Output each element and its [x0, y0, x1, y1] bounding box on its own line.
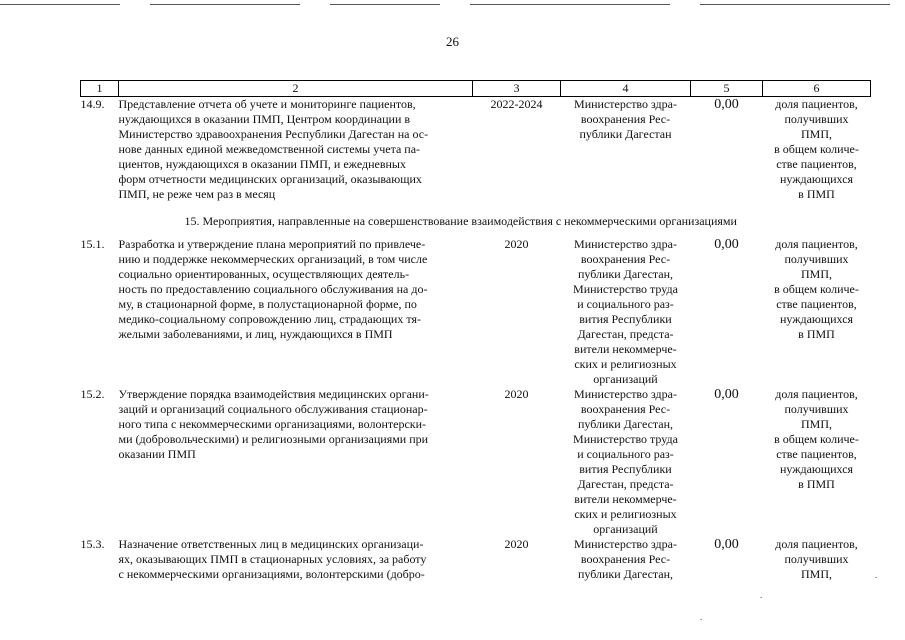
text-line: нове данных единой межведомственной системы учета па-: [118, 142, 421, 156]
scan-mark: .: [700, 612, 703, 622]
text-line: вители некоммерче-: [574, 492, 677, 506]
text-line: доля пациентов,: [775, 387, 858, 401]
section-title: 15. Мероприятия, направленные на совершенствование взаимодействия с некоммерческими организациями: [184, 214, 737, 228]
scan-edge-line: [700, 4, 890, 5]
section-row: [81, 202, 871, 237]
funding-amount: 0,00: [714, 97, 739, 112]
responsible-executors: [561, 97, 691, 203]
target-indicator: [763, 237, 871, 387]
table-row: [81, 237, 871, 387]
table-header-row: [81, 81, 871, 97]
text-line: ПМП,: [800, 267, 832, 281]
text-line: доля пациентов,: [775, 97, 858, 111]
implementation-years: 2020: [504, 537, 529, 551]
text-line: нуждающихся: [779, 462, 854, 476]
text-line: Министерство труда: [573, 282, 678, 296]
target-indicator: [763, 387, 871, 537]
text-line: воохранения Рес-: [580, 112, 671, 126]
text-line: Дагестан, предста-: [577, 327, 674, 341]
text-line: и социального раз-: [577, 447, 674, 461]
measure-description: [119, 237, 473, 387]
implementation-years: 2022-2024: [490, 97, 543, 111]
text-line: получивших: [784, 112, 849, 126]
implementation-years: 2020: [504, 387, 529, 401]
text-line: циентов, нуждающихся в оказании ПМП, и ежедневных: [118, 157, 406, 171]
scan-edge-line: [0, 4, 120, 5]
column-header: 1: [81, 81, 119, 97]
table-row: [81, 387, 871, 537]
responsible-executors: [561, 387, 691, 537]
text-line: нуждающихся: [779, 172, 854, 186]
target-indicator: [763, 97, 871, 203]
text-line: доля пациентов,: [775, 537, 858, 551]
text-line: Министерство здра-: [574, 387, 677, 401]
text-line: ного типа с некоммерческими организациями, волонтерски-: [118, 417, 427, 431]
text-line: Министерство здра-: [574, 237, 677, 251]
funding-amount: 0,00: [714, 537, 739, 552]
text-line: воохранения Рес-: [580, 402, 671, 416]
row-number: 15.1.: [80, 237, 105, 251]
text-line: в общем количе-: [774, 282, 859, 296]
funding-amount: 0,00: [714, 387, 739, 402]
row-number: 15.3.: [80, 537, 105, 551]
text-line: ми (добровольческими) и религиозными организациями при: [118, 432, 429, 446]
text-line: заций и организаций социального обслуживания стационар-: [118, 402, 428, 416]
text-line: в ПМП: [798, 477, 835, 491]
text-line: Министерство здра-: [574, 97, 677, 111]
text-line: ПМП, не реже чем раз в месяц: [118, 187, 276, 201]
measures-table: [80, 80, 871, 582]
text-line: организаций: [593, 372, 658, 386]
text-line: в ПМП: [798, 187, 835, 201]
text-line: получивших: [784, 402, 849, 416]
text-line: социально ориентированных, осуществляющих деятель-: [118, 267, 410, 281]
text-line: в общем количе-: [774, 142, 859, 156]
text-line: медико-социальному сопровождению лиц, страдающих тя-: [118, 312, 421, 326]
text-line: ПМП,: [800, 127, 832, 141]
text-line: публики Дагестан,: [577, 417, 674, 431]
text-line: Назначение ответственных лиц в медицинских организаци-: [118, 537, 424, 551]
responsible-executors: [561, 537, 691, 582]
text-line: ских и религиозных: [574, 507, 677, 521]
text-line: ность по предоставлению социального обслуживания на до-: [118, 282, 428, 296]
text-line: вители некоммерче-: [574, 342, 677, 356]
text-line: воохранения Рес-: [580, 252, 671, 266]
column-header: 2: [119, 81, 473, 97]
text-line: в общем количе-: [774, 432, 859, 446]
text-line: вития Республики: [579, 312, 672, 326]
target-indicator: [763, 537, 871, 582]
measure-description: [119, 97, 473, 203]
text-line: Разработка и утверждение плана мероприятий по привлече-: [118, 237, 426, 251]
text-line: оказании ПМП: [118, 447, 196, 461]
text-line: Представление отчета об учете и мониторинге пациентов,: [118, 97, 416, 111]
text-line: нуждающихся: [779, 312, 854, 326]
table-row: [81, 97, 871, 203]
funding-amount: 0,00: [714, 237, 739, 252]
column-header: 5: [691, 81, 763, 97]
page-number: 26: [446, 34, 459, 49]
text-line: стве пациентов,: [776, 297, 857, 311]
text-line: получивших: [784, 252, 849, 266]
text-line: Министерство труда: [573, 432, 678, 446]
text-line: и социального раз-: [577, 297, 674, 311]
text-line: желыми заболеваниями, и лиц, нуждающихся в ПМП: [118, 327, 393, 341]
text-line: ях, оказывающих ПМП в стационарных условиях, за работу: [118, 552, 427, 566]
text-line: Министерство здра-: [574, 537, 677, 551]
row-number: 14.9.: [80, 97, 105, 111]
scan-edge-line: [150, 4, 300, 5]
text-line: му, в стационарной форме, в полустационарной форме, по: [118, 297, 417, 311]
text-line: нию и поддержке некоммерческих организаций, в том числе: [118, 252, 428, 266]
text-line: вития Республики: [579, 462, 672, 476]
text-line: в ПМП: [798, 327, 835, 341]
text-line: ПМП,: [800, 567, 832, 581]
scan-edge-line: [470, 4, 670, 5]
measure-description: [119, 387, 473, 537]
text-line: доля пациентов,: [775, 237, 858, 251]
column-header: 3: [473, 81, 561, 97]
text-line: стве пациентов,: [776, 447, 857, 461]
scan-mark: .: [875, 570, 878, 580]
text-line: публики Дагестан,: [577, 267, 674, 281]
column-header: 6: [763, 81, 871, 97]
scan-edge-line: [330, 4, 440, 5]
text-line: Министерство здравоохранения Республики Дагестан на ос-: [118, 127, 429, 141]
scan-mark: .: [760, 590, 763, 600]
implementation-years: 2020: [504, 237, 529, 251]
row-number: 15.2.: [80, 387, 105, 401]
text-line: ПМП,: [800, 417, 832, 431]
text-line: получивших: [784, 552, 849, 566]
text-line: Утверждение порядка взаимодействия медицинских органи-: [118, 387, 429, 401]
column-header: 4: [561, 81, 691, 97]
text-line: нуждающихся в оказании ПМП, Центром координации в: [118, 112, 411, 126]
text-line: публики Дагестан,: [577, 567, 674, 581]
text-line: воохранения Рес-: [580, 552, 671, 566]
text-line: форм отчетности медицинских организаций, оказывающих: [118, 172, 422, 186]
text-line: ских и религиозных: [574, 357, 677, 371]
table-row: [81, 537, 871, 582]
text-line: Дагестан, предста-: [577, 477, 674, 491]
measure-description: [119, 537, 473, 582]
text-line: публики Дагестан: [579, 127, 672, 141]
responsible-executors: [561, 237, 691, 387]
text-line: стве пациентов,: [776, 157, 857, 171]
text-line: организаций: [593, 522, 658, 536]
text-line: с некоммерческими организациями, волонтерскими (добро-: [118, 567, 425, 581]
